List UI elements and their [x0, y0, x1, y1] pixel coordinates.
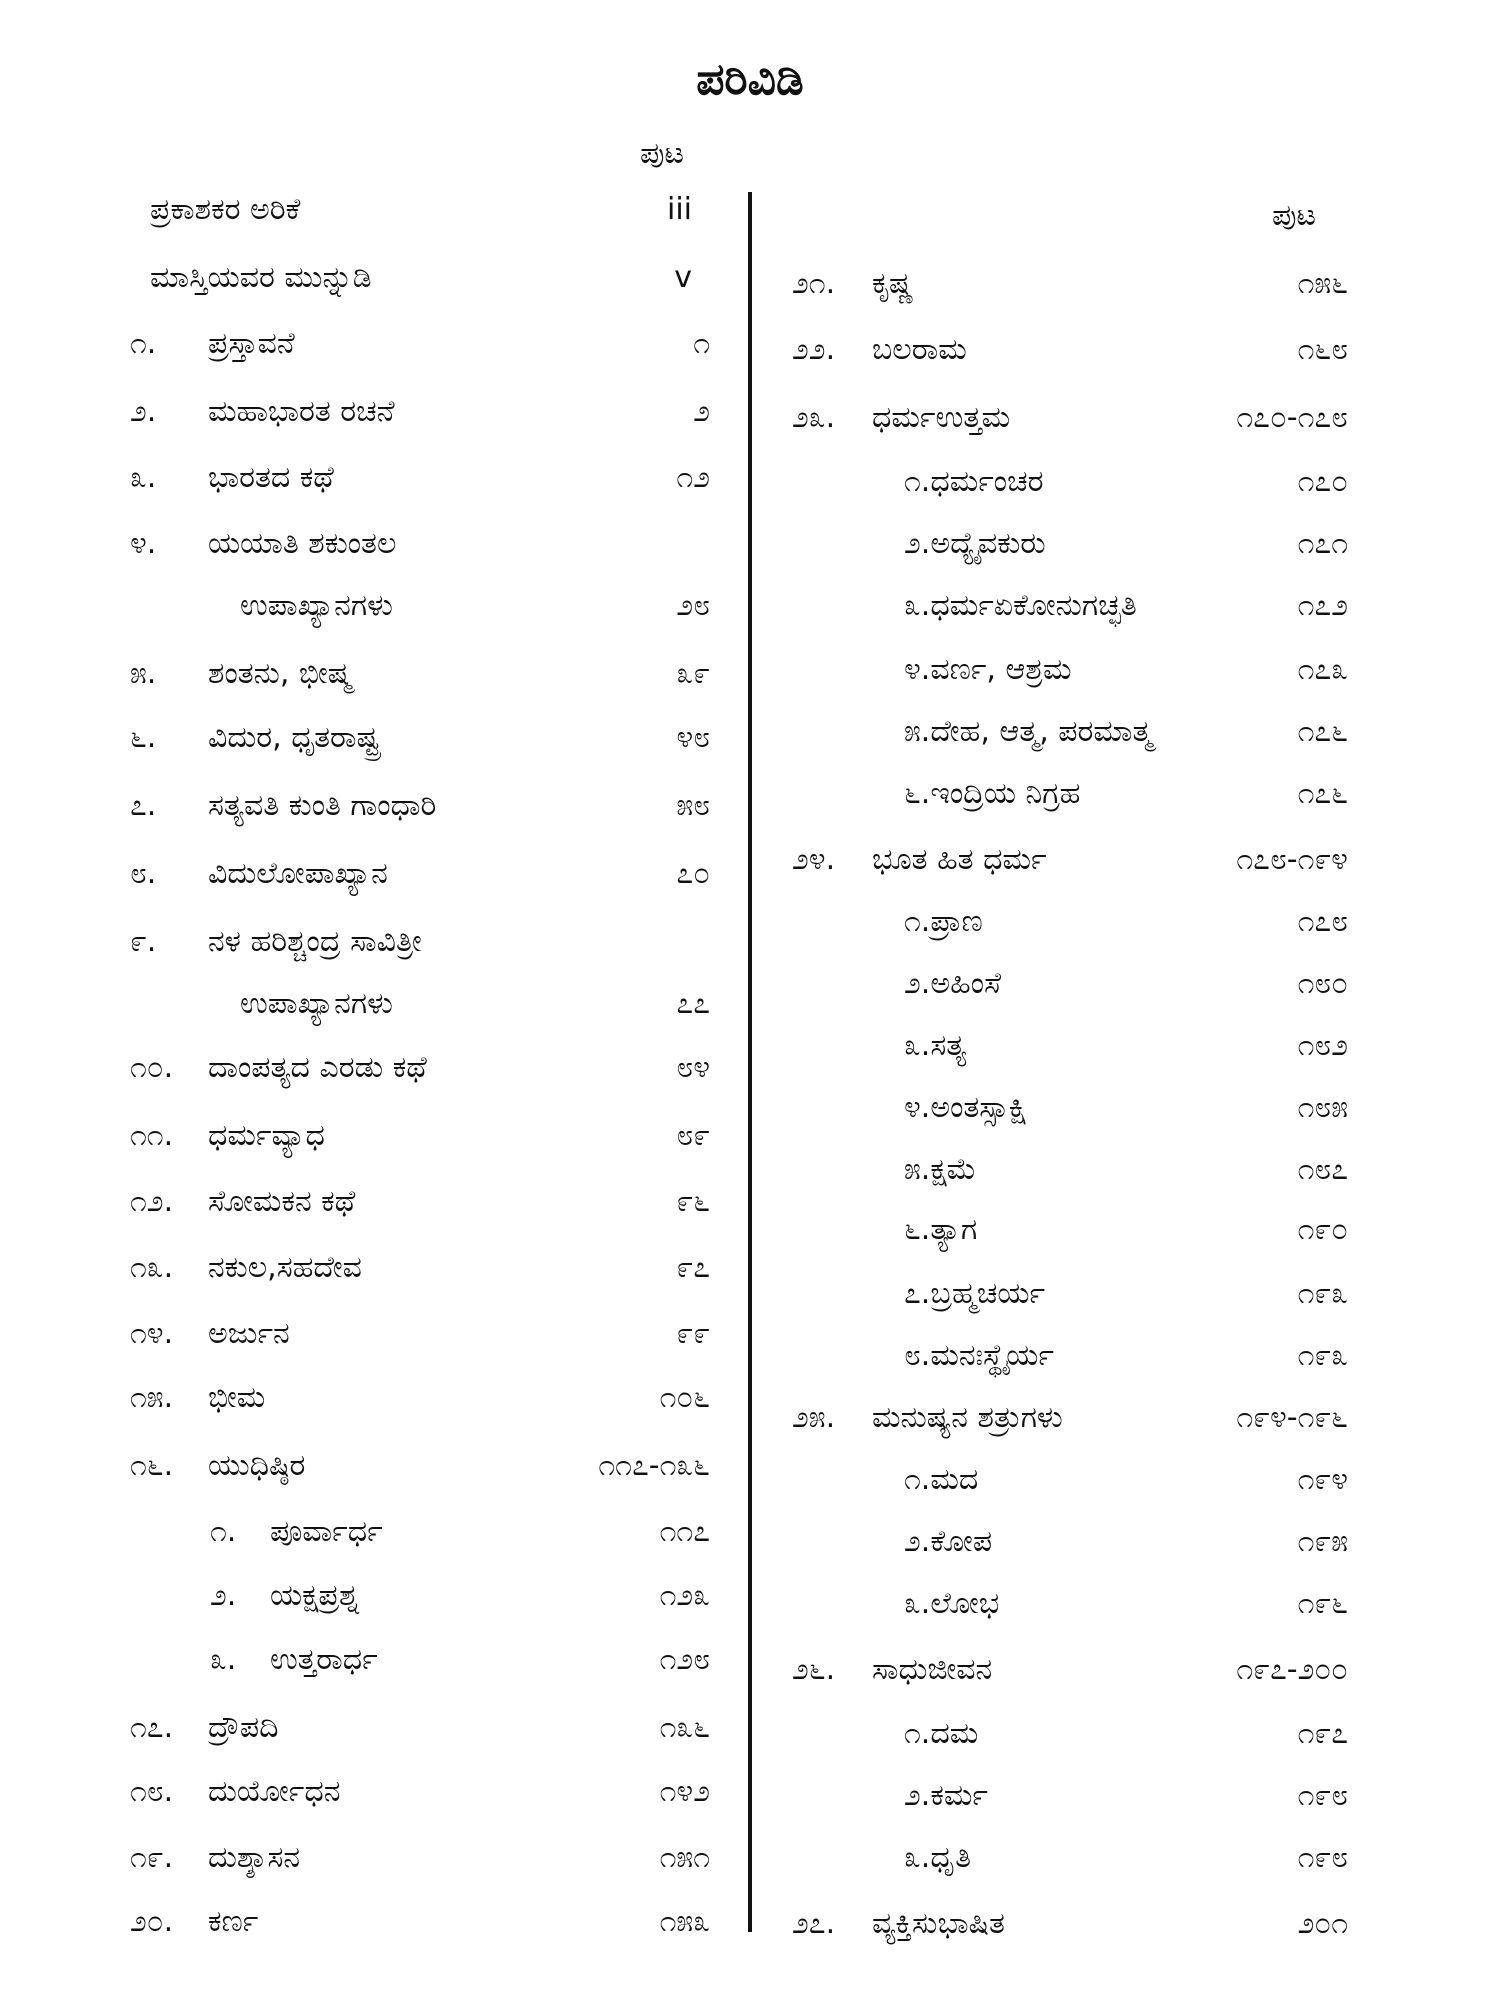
entry-number: ೧. [130, 326, 157, 361]
entry-number: ೧೦. [130, 1050, 174, 1085]
entry-page-number: ೧೭೧ [1297, 526, 1348, 561]
entry-page-number: ೧೭೬ [1297, 714, 1348, 749]
entry-page-number: ೧೨೮ [659, 1642, 710, 1677]
entry-page-number: ೧ [693, 326, 710, 361]
entry-page-number: ೭೭ [676, 986, 710, 1021]
entry-page-number: ೧೯೩ [1297, 1338, 1348, 1373]
entry-number: ೨೪. [792, 842, 836, 877]
entry-page-number: ೧೬೮ [1297, 332, 1348, 367]
entry-page-number: ೧೭೮-೧೯೪ [1236, 842, 1348, 877]
entry-title: ಯುಧಿಷ್ಠಿರ [208, 1448, 306, 1483]
entry-title: ೧.ಮದ [904, 1462, 979, 1497]
entry-page-number: v [674, 260, 692, 295]
entry-title: ಪೂರ್ವಾರ್ಧ [270, 1514, 383, 1549]
entry-number: ೨. [130, 394, 157, 429]
entry-number: ೧೪. [130, 1316, 174, 1351]
entry-number: ೨೬. [792, 1652, 836, 1687]
entry-number: ೯. [130, 924, 157, 959]
entry-title: ನಳ ಹರಿಶ್ಚಂದ್ರ ಸಾವಿತ್ರೀ [208, 924, 422, 959]
entry-title: ವಿದುರ, ಧೃತರಾಷ್ಟ್ರ [208, 720, 380, 755]
entry-number: ೨೨. [792, 332, 836, 367]
entry-page-number: ೧೫೧ [659, 1840, 710, 1875]
entry-title: ಮಹಾಭಾರತ ರಚನೆ [208, 394, 395, 429]
entry-title: ೨.ಅಹಿಂಸೆ [904, 966, 1002, 1001]
entry-title: ಉಪಾಖ್ಯಾನಗಳು [240, 588, 393, 623]
entry-number: ೧೮. [130, 1774, 174, 1809]
entry-page-number: ೧೯೮ [1297, 1778, 1348, 1813]
entry-number: ೧೭. [130, 1710, 174, 1745]
entry-page-number: ೧೭೮ [1297, 904, 1348, 939]
entry-title: ೩.ಸತ್ಯ [904, 1028, 967, 1063]
entry-page-number: ೧೫೩ [659, 1904, 710, 1939]
entry-title: ೪.ಅಂತಸ್ಸಾಕ್ಷಿ [904, 1090, 1028, 1125]
entry-page-number: ೭೦ [676, 856, 710, 891]
entry-title: ಧರ್ಮಉತ್ತಮ [872, 400, 1011, 435]
page-column-header-right: ಪುಟ [1272, 198, 1317, 233]
entry-title: ಅರ್ಜುನ [208, 1316, 290, 1351]
entry-title: ೩.ಧರ್ಮಏಕೋನುಗಚ್ಛತಿ [904, 588, 1137, 623]
entry-title: ೧.ಧರ್ಮಂಚರ [904, 464, 1044, 499]
entry-number: ೧೯. [130, 1840, 174, 1875]
entry-page-number: ೧೭೬ [1297, 776, 1348, 811]
entry-title: ೫.ದೇಹ, ಆತ್ಮ, ಪರಮಾತ್ಮ [904, 714, 1153, 749]
entry-page-number: ೧೨೩ [659, 1578, 710, 1613]
entry-page-number: ೯೭ [676, 1250, 710, 1285]
entry-number: ೪. [130, 526, 157, 561]
column-divider [748, 192, 752, 1932]
entry-title: ದುರ್ಯೋಧನ [208, 1774, 341, 1809]
entry-title: ೬.ಇಂದ್ರಿಯ ನಿಗ್ರಹ [904, 776, 1081, 811]
entry-page-number: ೧೮೨ [1297, 1028, 1348, 1063]
entry-title: ಉಪಾಖ್ಯಾನಗಳು [240, 986, 393, 1021]
entry-number: ೮. [130, 856, 157, 891]
entry-page-number: ೧೦೬ [659, 1380, 710, 1415]
entry-page-number: ೯೬ [676, 1184, 710, 1219]
entry-page-number: ೧೭೩ [1297, 652, 1348, 687]
entry-page-number: ೧೯೬ [1297, 1586, 1348, 1621]
entry-number: ೧೫. [130, 1380, 174, 1415]
entry-title: ಸಾಧುಜೀವನ [872, 1652, 993, 1687]
entry-title: ೬.ತ್ಯಾಗ [904, 1212, 978, 1247]
entry-page-number: ೧೯೫ [1297, 1524, 1348, 1559]
entry-number: ೭. [130, 788, 157, 823]
entry-number: ೨೫. [792, 1400, 836, 1435]
entry-title: ಪ್ರಕಾಶಕರ ಅರಿಕೆ [150, 192, 301, 227]
entry-number: ೧೬. [130, 1448, 174, 1483]
entry-title: ೪.ವರ್ಣ, ಆಶ್ರಮ [904, 652, 1072, 687]
entry-title: ಭೀಮ [208, 1380, 266, 1415]
entry-page-number: ೧೭೦-೧೭೮ [1236, 400, 1348, 435]
entry-page-number: ೪೮ [676, 720, 710, 755]
entry-page-number: ೧೭೨ [1297, 588, 1348, 623]
entry-title: ನಕುಲ,ಸಹದೇವ [208, 1250, 362, 1285]
entry-title: ಯಕ್ಷಪ್ರಶ್ನ [270, 1578, 360, 1613]
entry-page-number: ೧೭೦ [1297, 464, 1348, 499]
entry-number: ೨೭. [792, 1906, 836, 1941]
entry-number: ೨೦. [130, 1904, 174, 1939]
entry-title: ಉತ್ತರಾರ್ಧ [270, 1642, 378, 1677]
entry-page-number: ೨೮ [676, 588, 710, 623]
entry-number: ೧೨. [130, 1184, 174, 1219]
entry-number: ೬. [130, 720, 157, 755]
entry-title: ಧರ್ಮವ್ಯಾಧ [208, 1118, 325, 1153]
entry-page-number: ೧೯೭-೨೦೦ [1236, 1652, 1348, 1687]
entry-number: ೫. [130, 656, 157, 691]
entry-number: ೧೩. [130, 1250, 174, 1285]
entry-title: ೨.ಅದ್ಯೈವಕುರು [904, 526, 1046, 561]
entry-title: ೮.ಮನಃಸ್ಥೈರ್ಯ [904, 1338, 1054, 1373]
entry-title: ೨.ಕೋಪ [904, 1524, 993, 1559]
entry-page-number: ೮೯ [676, 1118, 710, 1153]
entry-title: ೭.ಬ್ರಹ್ಮಚರ್ಯ [904, 1276, 1045, 1311]
entry-title: ಕೃಷ್ಣ [872, 266, 914, 301]
entry-title: ೫.ಕ್ಷಮೆ [904, 1152, 977, 1187]
entry-number: ೩. [210, 1642, 237, 1677]
entry-page-number: ೧೯೩ [1297, 1276, 1348, 1311]
entry-page-number: ೧೪೨ [659, 1774, 710, 1809]
entry-page-number: ೩೯ [676, 656, 710, 691]
entry-title: ಮಾಸ್ತಿಯವರ ಮುನ್ನುಡಿ [150, 260, 372, 295]
entry-page-number: ೧೮೭ [1297, 1152, 1348, 1187]
entry-page-number: ೮೪ [676, 1050, 710, 1085]
entry-title: ದುಶ್ಶಾಸನ [208, 1840, 301, 1875]
entry-title: ಸತ್ಯವತಿ ಕುಂತಿ ಗಾಂಧಾರಿ [208, 788, 437, 823]
entry-page-number: ೧೩೬ [659, 1710, 710, 1745]
entry-title: ಯಯಾತಿ ಶಕುಂತಲ [208, 526, 397, 561]
entry-page-number: ೧೯೦ [1297, 1212, 1348, 1247]
entry-title: ಕರ್ಣ [208, 1904, 259, 1939]
entry-page-number: ೧೫೬ [1297, 266, 1348, 301]
entry-page-number: ೧೯೪ [1297, 1462, 1348, 1497]
entry-page-number: ೧೧೭ [659, 1514, 710, 1549]
entry-page-number: ೨೦೧ [1297, 1906, 1348, 1941]
entry-number: ೨೩. [792, 400, 836, 435]
entry-title: ದಾಂಪತ್ಯದ ಎರಡು ಕಥೆ [208, 1050, 427, 1085]
entry-page-number: ೫೮ [676, 788, 710, 823]
entry-title: ೧.ಪ್ರಾಣ [904, 904, 983, 939]
entry-page-number: ೨ [693, 394, 710, 429]
entry-title: ದ್ರೌಪದಿ [208, 1710, 279, 1745]
entry-title: ೨.ಕರ್ಮ [904, 1778, 988, 1813]
entry-number: ೩. [130, 460, 157, 495]
entry-page-number: ೧೧೭-೧೩೬ [598, 1448, 710, 1483]
entry-title: ಪ್ರಸ್ತಾವನೆ [208, 326, 295, 361]
entry-page-number: ೧೮೦ [1297, 966, 1348, 1001]
entry-number: ೧೧. [130, 1118, 174, 1153]
entry-title: ವಿದುಲೋಪಾಖ್ಯಾನ [208, 856, 388, 891]
entry-number: ೨೧. [792, 266, 836, 301]
entry-title: ಬಲರಾಮ [872, 332, 967, 367]
entry-page-number: ೯೯ [676, 1316, 710, 1351]
entry-title: ೩.ಧೃತಿ [904, 1840, 972, 1875]
entry-title: ವ್ಯಕ್ತಿಸುಭಾಷಿತ [872, 1906, 1005, 1941]
entry-title: ಭೂತ ಹಿತ ಧರ್ಮ [872, 842, 1047, 877]
entry-title: ಶಂತನು, ಭೀಷ್ಮ [208, 656, 353, 691]
entry-title: ೩.ಲೋಭ [904, 1586, 1000, 1621]
entry-page-number: ೧೯೪-೧೯೬ [1236, 1400, 1348, 1435]
entry-page-number: ೧೮೫ [1297, 1090, 1348, 1125]
entry-page-number: iii [666, 192, 692, 227]
entry-title: ೧.ದಮ [904, 1716, 979, 1751]
entry-title: ಸೋಮಕನ ಕಥೆ [208, 1184, 356, 1219]
entry-number: ೨. [210, 1578, 237, 1613]
entry-page-number: ೧೯೭ [1297, 1716, 1348, 1751]
entry-number: ೧. [210, 1514, 237, 1549]
entry-page-number: ೧೯೮ [1297, 1840, 1348, 1875]
page-title: ಪರಿವಿಡಿ [696, 54, 804, 105]
entry-title: ಮನುಷ್ಯನ ಶತ್ರುಗಳು [872, 1400, 1063, 1435]
entry-page-number: ೧೨ [676, 460, 710, 495]
entry-title: ಭಾರತದ ಕಥೆ [208, 460, 334, 495]
page-column-header-left: ಪುಟ [640, 136, 685, 171]
